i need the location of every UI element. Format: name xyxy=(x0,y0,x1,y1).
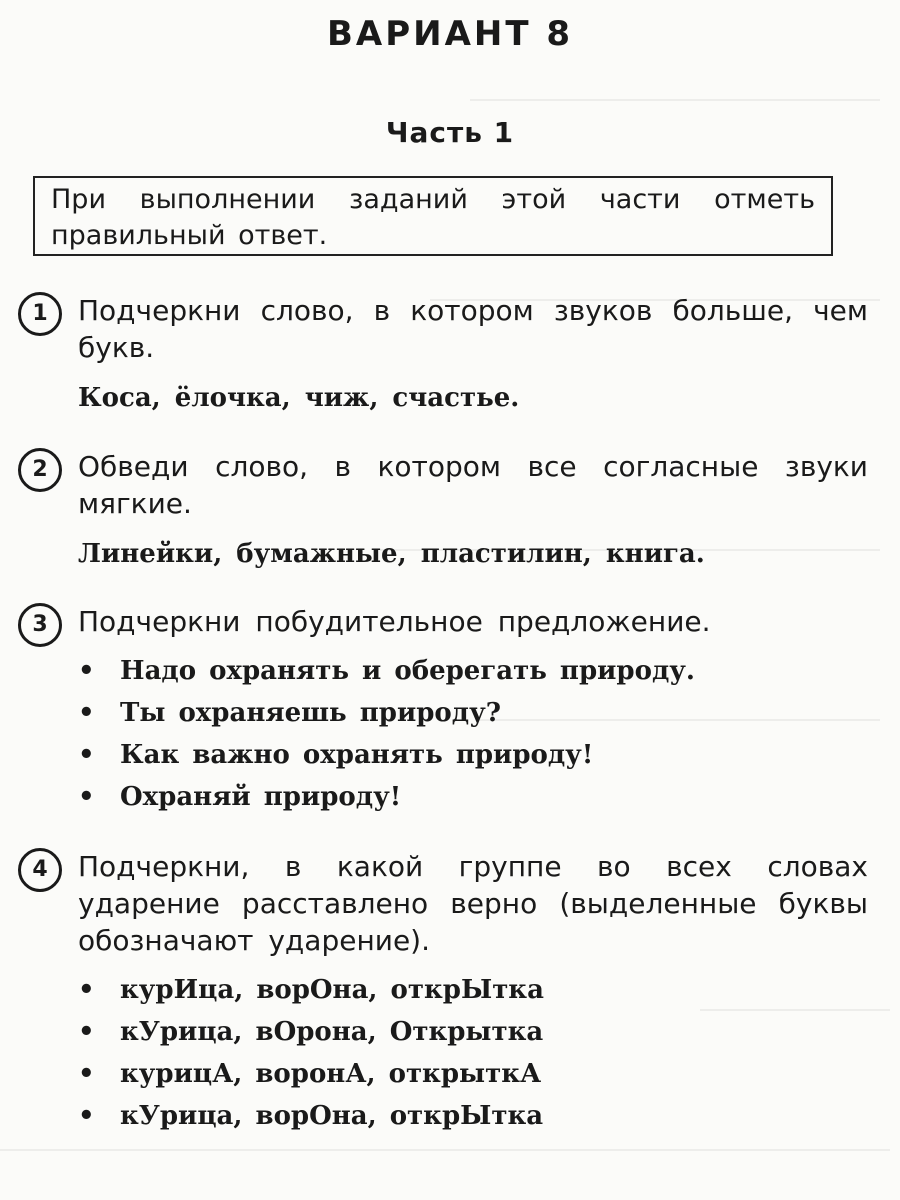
task-question: Подчеркни слово, в котором звуков больше, чем букв. xyxy=(78,294,868,364)
answer-option[interactable]: • Как важно охранять природу! xyxy=(78,734,868,776)
task-number-badge: 1 xyxy=(18,292,62,336)
task-number-badge: 3 xyxy=(18,603,62,647)
instruction-box: При выполнении заданий этой части отметь правильный ответ. xyxy=(33,176,833,256)
answer-option[interactable]: • курицА, воронА, открыткА xyxy=(78,1053,868,1095)
task-number-badge: 4 xyxy=(18,848,62,892)
task-word-list[interactable]: Коса, ёлочка, чиж, счастье. xyxy=(78,383,520,413)
task-2 xyxy=(18,448,868,572)
answer-option[interactable]: • курИца, ворОна, открЫтка xyxy=(78,969,868,1011)
task-4 xyxy=(18,848,868,1137)
task-3 xyxy=(18,603,868,818)
task-question: Подчеркни, в какой группе во всех словах ударение расставлено верно (выделенные буквы обозначают ударение). xyxy=(78,850,868,957)
answer-option[interactable]: • Надо охранять и оберегать природу. xyxy=(78,650,868,692)
task-1 xyxy=(18,292,868,416)
page-title: ВАРИАНТ 8 xyxy=(326,14,574,54)
task-question: Подчеркни побудительное предложение. xyxy=(78,605,711,638)
section-title: Часть 1 xyxy=(385,116,515,149)
task-number-badge: 2 xyxy=(18,448,62,492)
answer-option[interactable]: • кУрица, вОрона, Открытка xyxy=(78,1011,868,1053)
task-question: Обведи слово, в котором все согласные звуки мягкие. xyxy=(78,450,868,520)
answer-options xyxy=(78,969,868,1137)
answer-option[interactable]: • кУрица, ворОна, открЫтка xyxy=(78,1095,868,1137)
answer-options xyxy=(78,650,868,818)
task-word-list[interactable]: Линейки, бумажные, пластилин, книга. xyxy=(78,539,705,569)
answer-option[interactable]: • Ты охраняешь природу? xyxy=(78,692,868,734)
answer-option[interactable]: • Охраняй природу! xyxy=(78,776,868,818)
